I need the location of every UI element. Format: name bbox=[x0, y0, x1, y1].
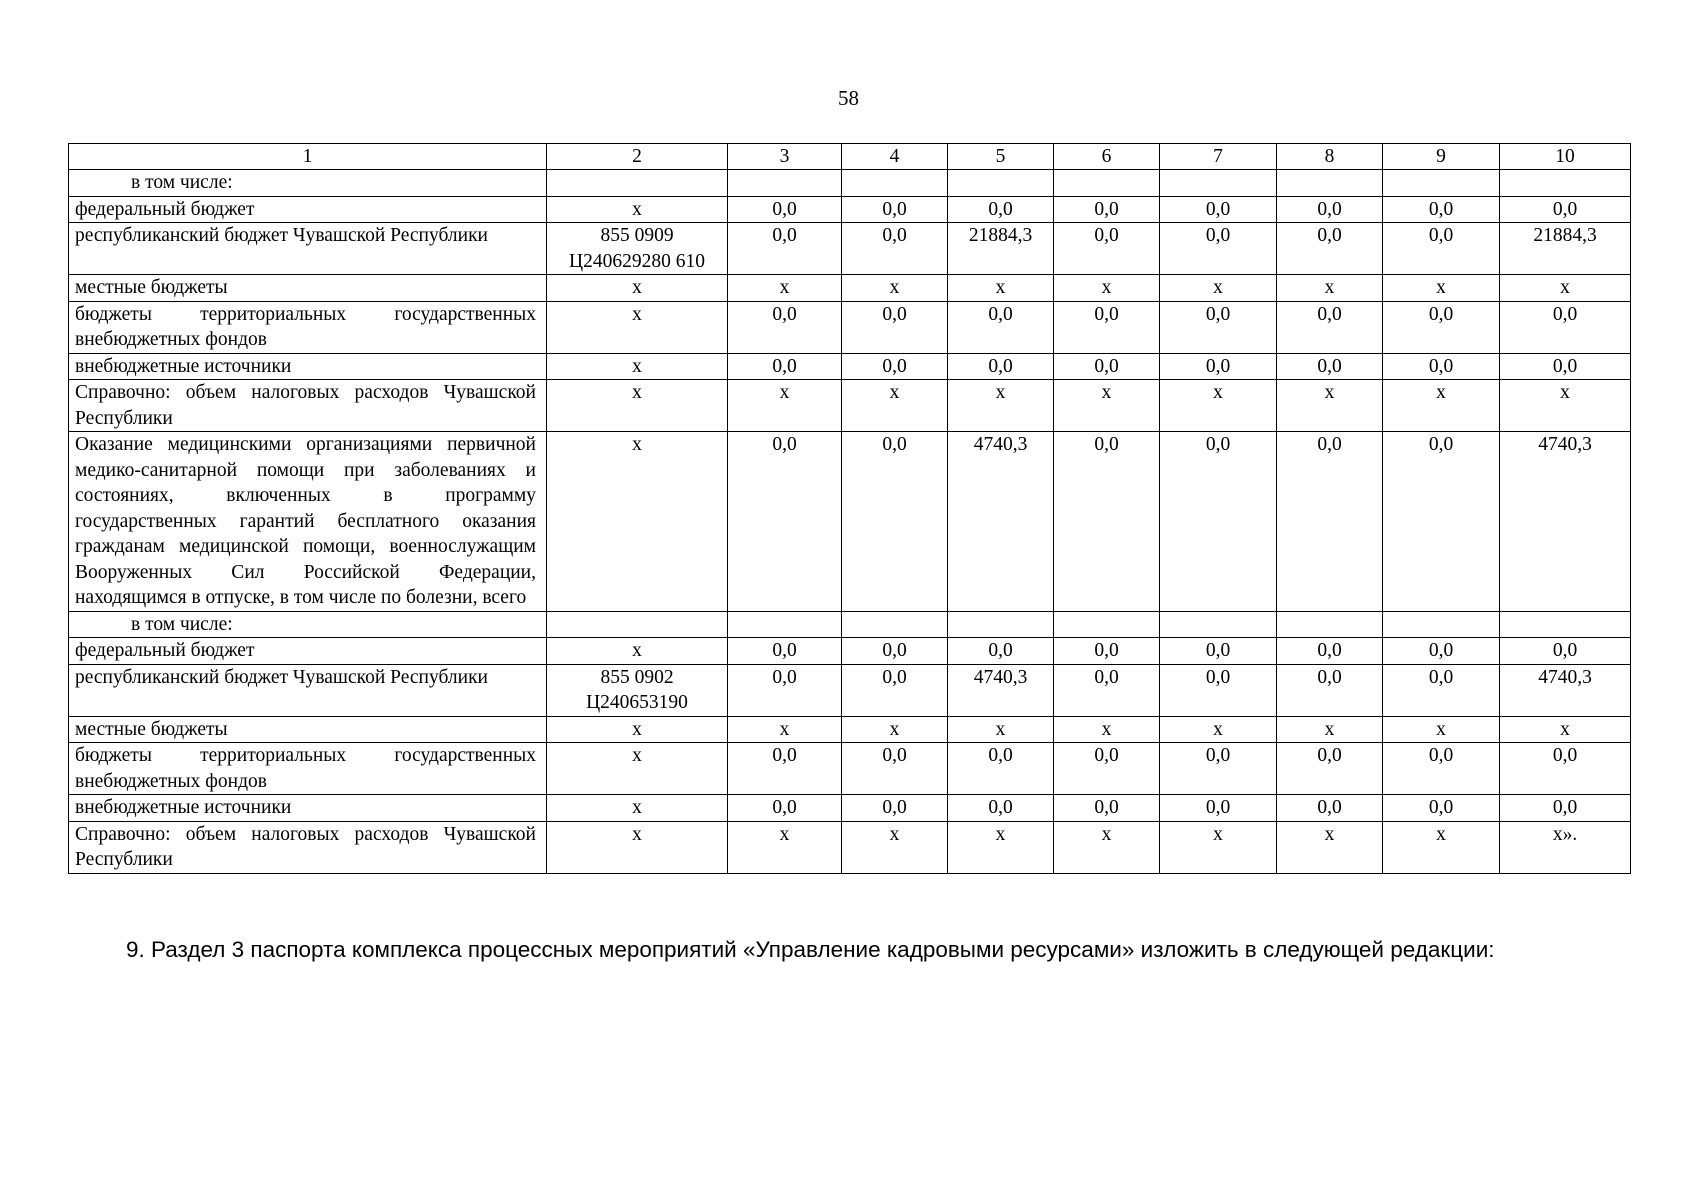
value-cell: 0,0 bbox=[1277, 638, 1383, 665]
value-cell: 0,0 bbox=[728, 196, 842, 223]
row-name-cell: внебюджетные источники bbox=[69, 353, 547, 380]
budget-code-cell bbox=[547, 170, 728, 197]
row-name-cell: бюджеты территориальных государственных внебюджетных фондов bbox=[69, 743, 547, 795]
header-cell: 7 bbox=[1160, 144, 1277, 170]
header-row bbox=[69, 144, 1631, 170]
value-cell: х bbox=[948, 821, 1054, 873]
value-cell: 4740,3 bbox=[948, 664, 1054, 716]
budget-code-cell: х bbox=[547, 196, 728, 223]
header-cell: 1 bbox=[69, 144, 547, 170]
value-cell: 0,0 bbox=[1277, 664, 1383, 716]
value-cell bbox=[1277, 611, 1383, 638]
value-cell: 0,0 bbox=[1383, 301, 1500, 353]
value-cell: х bbox=[1054, 275, 1160, 302]
budget-code-cell: х bbox=[547, 821, 728, 873]
header-cell: 4 bbox=[842, 144, 948, 170]
row-name-cell: Справочно: объем налоговых расходов Чувашской Республики bbox=[69, 380, 547, 432]
table-row bbox=[69, 353, 1631, 380]
row-name-cell: местные бюджеты bbox=[69, 275, 547, 302]
budget-code-cell: х bbox=[547, 275, 728, 302]
value-cell: х bbox=[1383, 380, 1500, 432]
value-cell: х bbox=[1277, 821, 1383, 873]
budget-code-cell: 855 0909 Ц240629280 610 bbox=[547, 223, 728, 275]
value-cell: 0,0 bbox=[728, 353, 842, 380]
value-cell bbox=[1383, 611, 1500, 638]
value-cell: 0,0 bbox=[728, 638, 842, 665]
budget-code-cell: 855 0902 Ц240653190 bbox=[547, 664, 728, 716]
value-cell: х bbox=[1277, 275, 1383, 302]
table-row bbox=[69, 275, 1631, 302]
value-cell: 0,0 bbox=[948, 743, 1054, 795]
value-cell: 0,0 bbox=[1160, 795, 1277, 822]
value-cell: х bbox=[1160, 821, 1277, 873]
budget-code-cell: х bbox=[547, 638, 728, 665]
note-paragraph: 9. Раздел 3 паспорта комплекса процессных мероприятий «Управление кадровыми ресурсами» изложить в следующей редакции: bbox=[126, 937, 1495, 962]
value-cell bbox=[842, 611, 948, 638]
table-row bbox=[69, 664, 1631, 716]
value-cell: 0,0 bbox=[728, 432, 842, 612]
header-cell: 6 bbox=[1054, 144, 1160, 170]
value-cell: 0,0 bbox=[842, 353, 948, 380]
table-row bbox=[69, 795, 1631, 822]
table-row bbox=[69, 743, 1631, 795]
budget-code-cell: х bbox=[547, 432, 728, 612]
value-cell: х bbox=[842, 821, 948, 873]
row-name-cell: Справочно: объем налоговых расходов Чувашской Республики bbox=[69, 821, 547, 873]
value-cell: 0,0 bbox=[1277, 353, 1383, 380]
header-cell: 8 bbox=[1277, 144, 1383, 170]
value-cell: х bbox=[1500, 716, 1631, 743]
table-row bbox=[69, 380, 1631, 432]
value-cell: 0,0 bbox=[1054, 353, 1160, 380]
value-cell: х bbox=[842, 380, 948, 432]
budget-code-cell: х bbox=[547, 795, 728, 822]
header-cell: 3 bbox=[728, 144, 842, 170]
header-cell: 9 bbox=[1383, 144, 1500, 170]
value-cell: 0,0 bbox=[1277, 743, 1383, 795]
row-name-cell: внебюджетные источники bbox=[69, 795, 547, 822]
value-cell: х bbox=[1054, 380, 1160, 432]
value-cell: 0,0 bbox=[842, 795, 948, 822]
budget-code-cell: х bbox=[547, 380, 728, 432]
value-cell: 0,0 bbox=[1500, 795, 1631, 822]
value-cell: 0,0 bbox=[1054, 743, 1160, 795]
value-cell: 0,0 bbox=[1383, 795, 1500, 822]
row-name-cell: республиканский бюджет Чувашской Республики bbox=[69, 664, 547, 716]
value-cell: 0,0 bbox=[1277, 223, 1383, 275]
table-row bbox=[69, 638, 1631, 665]
value-cell: 0,0 bbox=[842, 301, 948, 353]
value-cell: 21884,3 bbox=[1500, 223, 1631, 275]
value-cell: 0,0 bbox=[1500, 743, 1631, 795]
budget-code-cell: х bbox=[547, 301, 728, 353]
value-cell: х bbox=[842, 275, 948, 302]
budget-code-cell: х bbox=[547, 353, 728, 380]
value-cell: 0,0 bbox=[1500, 301, 1631, 353]
value-cell: 0,0 bbox=[728, 223, 842, 275]
value-cell: х bbox=[1160, 380, 1277, 432]
value-cell: 0,0 bbox=[1277, 301, 1383, 353]
value-cell: 4740,3 bbox=[1500, 432, 1631, 612]
value-cell: 0,0 bbox=[728, 301, 842, 353]
value-cell: 0,0 bbox=[1383, 638, 1500, 665]
value-cell: х bbox=[1500, 275, 1631, 302]
row-name-cell: Оказание медицинскими организациями первичной медико-санитарной помощи при заболеваниях и состояниях, включенных в программу государственных гарантий бесплатного оказания гражданам медицинской помощи, военнослужащим Вооруженных Сил Российской Федерации, находящимся в отпуске, в том числе по болезни, всего bbox=[69, 432, 547, 612]
value-cell bbox=[728, 611, 842, 638]
row-name-cell: бюджеты территориальных государственных внебюджетных фондов bbox=[69, 301, 547, 353]
value-cell: 0,0 bbox=[948, 795, 1054, 822]
value-cell: 0,0 bbox=[842, 743, 948, 795]
value-cell bbox=[1500, 611, 1631, 638]
value-cell: 21884,3 bbox=[948, 223, 1054, 275]
header-cell: 2 bbox=[547, 144, 728, 170]
value-cell: 0,0 bbox=[842, 638, 948, 665]
value-cell: 0,0 bbox=[1383, 353, 1500, 380]
row-name-cell: местные бюджеты bbox=[69, 716, 547, 743]
value-cell: 0,0 bbox=[1160, 638, 1277, 665]
value-cell: 0,0 bbox=[728, 795, 842, 822]
value-cell: 0,0 bbox=[1160, 743, 1277, 795]
value-cell: х bbox=[948, 380, 1054, 432]
value-cell: х bbox=[948, 716, 1054, 743]
table-row bbox=[69, 223, 1631, 275]
value-cell: 0,0 bbox=[1160, 664, 1277, 716]
value-cell: 4740,3 bbox=[948, 432, 1054, 612]
value-cell: х bbox=[1277, 380, 1383, 432]
value-cell: 0,0 bbox=[1160, 432, 1277, 612]
table-row bbox=[69, 432, 1631, 612]
value-cell: 0,0 bbox=[1500, 353, 1631, 380]
value-cell: х bbox=[728, 821, 842, 873]
value-cell: 0,0 bbox=[1383, 664, 1500, 716]
row-name-cell: республиканский бюджет Чувашской Республики bbox=[69, 223, 547, 275]
value-cell: 0,0 bbox=[1054, 664, 1160, 716]
value-cell: х bbox=[1160, 716, 1277, 743]
value-cell: х bbox=[1500, 380, 1631, 432]
header-cell: 10 bbox=[1500, 144, 1631, 170]
value-cell: х bbox=[948, 275, 1054, 302]
value-cell: 0,0 bbox=[948, 353, 1054, 380]
value-cell bbox=[1160, 611, 1277, 638]
value-cell: х bbox=[728, 275, 842, 302]
row-name-cell: федеральный бюджет bbox=[69, 638, 547, 665]
value-cell: 0,0 bbox=[1277, 432, 1383, 612]
value-cell: 0,0 bbox=[948, 196, 1054, 223]
value-cell: 0,0 bbox=[1383, 432, 1500, 612]
value-cell: 0,0 bbox=[842, 223, 948, 275]
value-cell: 0,0 bbox=[1277, 795, 1383, 822]
budget-table bbox=[68, 143, 1631, 874]
value-cell: х bbox=[1383, 275, 1500, 302]
value-cell bbox=[728, 170, 842, 197]
value-cell: 0,0 bbox=[948, 638, 1054, 665]
value-cell: 0,0 bbox=[842, 664, 948, 716]
value-cell: 0,0 bbox=[1383, 743, 1500, 795]
table-row bbox=[69, 170, 1631, 197]
value-cell: 0,0 bbox=[728, 743, 842, 795]
table-row bbox=[69, 821, 1631, 873]
value-cell: 0,0 bbox=[948, 301, 1054, 353]
value-cell: 0,0 bbox=[1160, 353, 1277, 380]
row-name-cell: в том числе: bbox=[69, 170, 547, 197]
value-cell: 0,0 bbox=[1383, 196, 1500, 223]
value-cell: х bbox=[728, 380, 842, 432]
value-cell bbox=[1054, 170, 1160, 197]
budget-code-cell: х bbox=[547, 743, 728, 795]
value-cell: 0,0 bbox=[1383, 223, 1500, 275]
value-cell: х bbox=[1277, 716, 1383, 743]
value-cell: 0,0 bbox=[728, 664, 842, 716]
value-cell: х bbox=[728, 716, 842, 743]
value-cell: 0,0 bbox=[1160, 196, 1277, 223]
value-cell: 0,0 bbox=[1500, 196, 1631, 223]
table-row bbox=[69, 196, 1631, 223]
value-cell bbox=[842, 170, 948, 197]
value-cell bbox=[1277, 170, 1383, 197]
value-cell: х bbox=[1160, 275, 1277, 302]
value-cell: 0,0 bbox=[1054, 301, 1160, 353]
value-cell: 0,0 bbox=[1160, 223, 1277, 275]
value-cell: 4740,3 bbox=[1500, 664, 1631, 716]
table-row bbox=[69, 301, 1631, 353]
value-cell: 0,0 bbox=[1277, 196, 1383, 223]
value-cell: х bbox=[1383, 716, 1500, 743]
value-cell: х bbox=[1054, 821, 1160, 873]
value-cell: 0,0 bbox=[1054, 196, 1160, 223]
table-row bbox=[69, 716, 1631, 743]
row-name-cell: в том числе: bbox=[69, 611, 547, 638]
value-cell: х bbox=[842, 716, 948, 743]
value-cell: 0,0 bbox=[1054, 432, 1160, 612]
value-cell bbox=[1054, 611, 1160, 638]
value-cell bbox=[948, 170, 1054, 197]
value-cell bbox=[1383, 170, 1500, 197]
value-cell: 0,0 bbox=[1054, 795, 1160, 822]
value-cell: х bbox=[1054, 716, 1160, 743]
table-row bbox=[69, 611, 1631, 638]
header-cell: 5 bbox=[948, 144, 1054, 170]
value-cell bbox=[1500, 170, 1631, 197]
row-name-cell: федеральный бюджет bbox=[69, 196, 547, 223]
value-cell: х bbox=[1383, 821, 1500, 873]
value-cell: 0,0 bbox=[1500, 638, 1631, 665]
value-cell bbox=[948, 611, 1054, 638]
value-cell: х». bbox=[1500, 821, 1631, 873]
page-number: 58 bbox=[838, 86, 859, 110]
value-cell: 0,0 bbox=[1054, 638, 1160, 665]
value-cell: 0,0 bbox=[842, 196, 948, 223]
value-cell: 0,0 bbox=[1054, 223, 1160, 275]
value-cell: 0,0 bbox=[842, 432, 948, 612]
value-cell: 0,0 bbox=[1160, 301, 1277, 353]
budget-code-cell: х bbox=[547, 716, 728, 743]
budget-code-cell bbox=[547, 611, 728, 638]
value-cell bbox=[1160, 170, 1277, 197]
